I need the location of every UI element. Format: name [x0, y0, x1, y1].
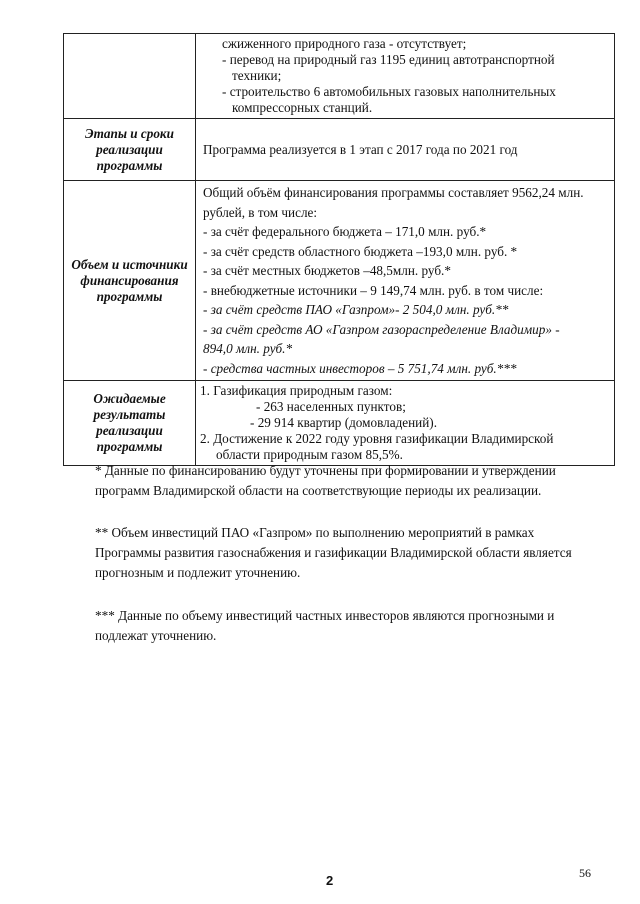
text-line: 894,0 млн. руб.*: [203, 341, 293, 356]
footnote-2: [95, 523, 615, 583]
note-line: подлежат уточнению.: [95, 628, 217, 643]
table-row: [64, 381, 615, 466]
header-line: Этапы и сроки: [85, 125, 174, 141]
text-line: - за счёт средств областного бюджета –193,0 млн. руб. *: [203, 243, 518, 259]
text-line: рублей, в том числе:: [203, 204, 318, 220]
text-line: 1. Газификация природным газом:: [200, 383, 393, 398]
note-line: ** Объем инвестиций ПАО «Газпром» по выполнению мероприятий в рамках: [95, 525, 535, 540]
text-line: - за счёт местных бюджетов –48,5млн. руб.*: [203, 263, 451, 278]
continued-content-cell: [196, 34, 615, 119]
footnote-3: [95, 606, 615, 646]
empty-header-cell: [64, 34, 196, 119]
header-line: результаты: [93, 407, 166, 422]
table-row: [64, 34, 615, 119]
note-line: прогнозным и подлежит уточнению.: [95, 565, 301, 580]
text-line: - 29 914 квартир (домовладений).: [250, 415, 437, 430]
header-line: Ожидаемые: [93, 391, 166, 406]
header-line: программы: [96, 439, 163, 454]
sheet-number: 56: [579, 866, 591, 880]
text-line: - внебюджетные источники – 9 149,74 млн. руб. в том числе:: [203, 282, 544, 298]
page-number: 2: [326, 873, 334, 888]
header-line: финансирования: [80, 272, 179, 288]
note-line: *** Данные по объему инвестиций частных инвесторов являются прогнозными и: [95, 608, 555, 623]
text-line: компрессорных станций.: [232, 100, 373, 115]
results-content-cell: [196, 381, 615, 466]
row-header-funding: [64, 181, 196, 381]
text-line: - за счёт средств ПАО «Газпром»- 2 504,0 млн. руб.**: [203, 302, 509, 317]
text-line: - средства частных инвесторов – 5 751,74 млн. руб.***: [203, 360, 517, 376]
text-line: - 263 населенных пунктов;: [256, 399, 406, 414]
note-line: программ Владимирской области на соответствующие периоды их реализации.: [95, 483, 542, 498]
row-header-results: [64, 381, 196, 466]
header-line: программы: [96, 157, 163, 173]
text-line: сжиженного природного газа - отсутствует;: [222, 36, 467, 51]
header-line: реализации: [96, 141, 163, 157]
row-header-stages: [64, 119, 196, 181]
header-line: программы: [96, 288, 163, 304]
stages-content-cell: [196, 119, 615, 181]
header-line: Объем и источники: [71, 256, 188, 272]
table-row: [64, 119, 615, 181]
text-line: области природным газом 85,5%.: [216, 447, 403, 462]
text-line: Программа реализуется в 1 этап с 2017 года по 2021 год: [203, 141, 518, 157]
text-line: 2. Достижение к 2022 году уровня газификации Владимирской: [200, 431, 554, 446]
text-line: техники;: [232, 68, 282, 83]
footnote-1: [95, 461, 615, 501]
note-line: Программы развития газоснабжения и газификации Владимирской области является: [95, 545, 572, 560]
table-row: [64, 181, 615, 381]
header-line: реализации: [96, 423, 163, 438]
text-line: - за счёт средств АО «Газпром газораспределение Владимир» -: [203, 321, 560, 337]
text-line: Общий объём финансирования программы составляет 9562,24 млн.: [203, 185, 584, 200]
text-line: - строительство 6 автомобильных газовых наполнительных: [222, 84, 556, 99]
text-line: - перевод на природный газ 1195 единиц автотранспортной: [222, 52, 555, 67]
funding-content-cell: [196, 181, 615, 381]
text-line: - за счёт федерального бюджета – 171,0 млн. руб.*: [203, 224, 487, 239]
program-passport-table: [63, 33, 615, 466]
note-line: * Данные по финансированию будут уточнены при формировании и утверждении: [95, 463, 556, 478]
